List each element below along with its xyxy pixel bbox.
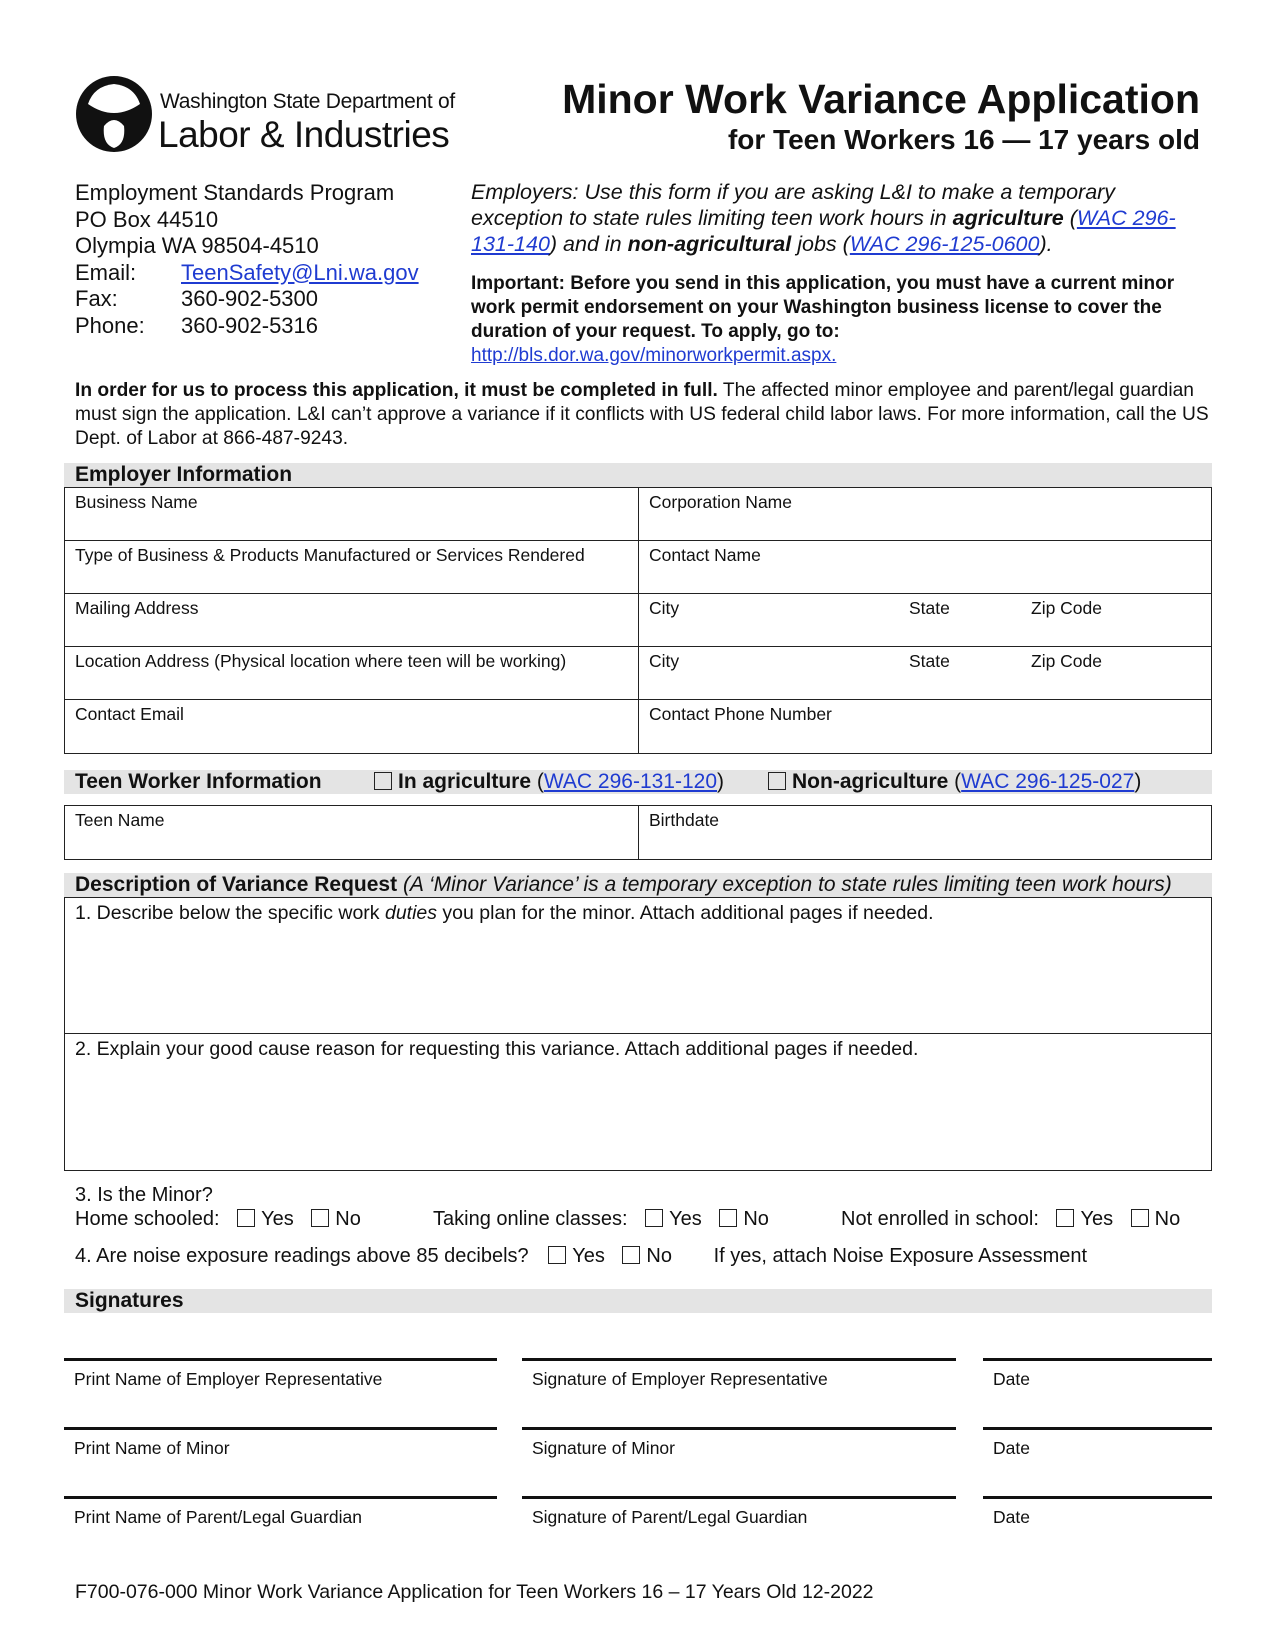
location-address-field[interactable] — [65, 647, 639, 699]
location-city-state-zip[interactable] — [639, 647, 1211, 699]
not-enrolled-yes-label: Yes — [1080, 1208, 1114, 1230]
fax-label: Fax: — [75, 286, 118, 311]
mailing-state-label: State — [909, 598, 950, 618]
email-label: Email: — [75, 259, 137, 285]
print-minor-field[interactable] — [64, 1427, 497, 1459]
sig-minor-label: Signature of Minor — [532, 1438, 675, 1458]
completion-notice — [75, 379, 1215, 451]
print-employer-field[interactable] — [64, 1358, 497, 1390]
intro-agriculture: agriculture — [952, 206, 1064, 230]
program-name: Employment Standards Program — [75, 180, 395, 205]
q1-pre: 1. Describe below the specific work — [75, 902, 385, 924]
notice-rest: The affected minor employee and parent/legal guardian must sign the application. L&I can’t approve a variance if it conflicts with US federal child labor laws. For more information, call the US Dept. of Labor at 866-487-9243. — [75, 380, 1209, 449]
wac-nonag-link[interactable]: WAC 296-125-0600 — [849, 232, 1040, 256]
corporation-name-label: Corporation Name — [649, 492, 792, 512]
employer-info-grid — [64, 487, 1212, 754]
wac-ag-link[interactable]: WAC 296-131-140 — [471, 206, 1176, 256]
online-classes-options — [433, 1208, 769, 1231]
contact-phone-label: Contact Phone Number — [649, 704, 832, 724]
business-name-field[interactable] — [65, 488, 639, 540]
teen-name-field[interactable] — [65, 806, 639, 859]
mailing-address-label: Mailing Address — [75, 598, 199, 618]
mailing-address-field[interactable] — [65, 594, 639, 646]
intro-part4: ). — [1039, 232, 1053, 256]
home-schooled-no-checkbox[interactable] — [311, 1209, 329, 1227]
business-type-label: Type of Business & Products Manufactured or Services Rendered — [75, 545, 585, 565]
intro-paren: ( — [1063, 206, 1077, 230]
form-footer: F700-076-000 Minor Work Variance Application for Teen Workers 16 – 17 Years Old 12-2022 — [75, 1581, 874, 1603]
corporation-name-field[interactable] — [639, 488, 1211, 540]
not-enrolled-yes-checkbox[interactable] — [1056, 1209, 1074, 1227]
print-parent-label: Print Name of Parent/Legal Guardian — [74, 1507, 362, 1527]
location-zip-label: Zip Code — [1031, 651, 1103, 671]
description-heading-text: Description of Variance Request — [75, 873, 398, 896]
description-section-heading — [64, 873, 1212, 897]
agency-name-line1: Washington State Department of — [160, 90, 455, 113]
online-classes-no-checkbox[interactable] — [719, 1209, 737, 1227]
noise-yes-checkbox[interactable] — [548, 1246, 566, 1264]
contact-name-label: Contact Name — [649, 545, 761, 565]
noise-no-checkbox[interactable] — [622, 1246, 640, 1264]
noise-yes-label: Yes — [572, 1245, 605, 1267]
good-cause-field[interactable] — [65, 1034, 1211, 1170]
q4-row — [75, 1245, 1087, 1268]
q1-post: you plan for the minor. Attach additional pages if needed. — [437, 902, 934, 924]
birthdate-label: Birthdate — [649, 810, 720, 830]
not-enrolled-options — [841, 1208, 1180, 1231]
contact-email-field[interactable] — [65, 700, 639, 753]
contact-name-field[interactable] — [639, 541, 1211, 593]
phone-label: Phone: — [75, 312, 145, 338]
print-minor-label: Print Name of Minor — [74, 1438, 230, 1458]
duties-field[interactable] — [65, 898, 1211, 1034]
wac-teen-ag-link[interactable]: WAC 296-131-120 — [543, 770, 718, 793]
wac-teen-nonag-link[interactable]: WAC 296-125-027 — [961, 770, 1135, 793]
important-text: Important: Before you send in this application, you must have a current minor work permit endorsement on your Washington business license to cover the duration of your request. To apply, go to: — [471, 273, 1175, 342]
date-minor-label: Date — [993, 1438, 1030, 1458]
intro-part2: ) and in — [549, 232, 628, 256]
date-minor-field[interactable] — [983, 1427, 1212, 1459]
q1-em: duties — [384, 902, 438, 924]
ag-paren-open: ( — [531, 770, 544, 793]
intro-part1: Employers: Use this form if you are asking L&I to make a temporary exception to state rules limiting teen work hours in — [471, 180, 1116, 230]
home-schooled-label: Home schooled: — [75, 1208, 220, 1230]
form-subtitle: for Teen Workers 16 — 17 years old — [727, 124, 1200, 155]
sig-employer-label: Signature of Employer Representative — [532, 1369, 828, 1389]
location-state-label: State — [909, 651, 950, 671]
date-employer-field[interactable] — [983, 1358, 1212, 1390]
q3-label: 3. Is the Minor? — [75, 1184, 213, 1206]
description-heading-note: (A ‘Minor Variance’ is a temporary exception to state rules limiting teen work hours) — [397, 873, 1172, 896]
birthdate-field[interactable] — [639, 806, 1211, 859]
q4-label: 4. Are noise exposure readings above 85 decibels? — [75, 1245, 529, 1267]
fax-number: 360-902-5300 — [181, 286, 319, 311]
city-line: Olympia WA 98504-4510 — [75, 233, 319, 258]
mailing-zip-label: Zip Code — [1031, 598, 1103, 618]
online-classes-label: Taking online classes: — [433, 1208, 628, 1230]
home-schooled-no-label: No — [335, 1208, 361, 1230]
teen-name-label: Teen Name — [75, 810, 165, 830]
not-enrolled-label: Not enrolled in school: — [841, 1208, 1039, 1230]
online-classes-yes-label: Yes — [669, 1208, 702, 1230]
business-type-field[interactable] — [65, 541, 639, 593]
phone-number: 360-902-5316 — [181, 312, 319, 338]
mailing-city-label: City — [649, 598, 680, 618]
email-link[interactable]: TeenSafety@Lni.wa.gov — [181, 259, 419, 285]
business-name-label: Business Name — [75, 492, 198, 512]
contact-block — [75, 180, 419, 339]
nonag-paren-open: ( — [948, 770, 962, 793]
not-enrolled-no-label: No — [1154, 1208, 1181, 1230]
intro-non-ag: non-agricultural — [627, 232, 792, 256]
teen-section-heading — [64, 770, 1212, 794]
contact-phone-field[interactable] — [639, 700, 1211, 753]
lni-logo-icon — [74, 74, 154, 154]
print-employer-label: Print Name of Employer Representative — [74, 1369, 383, 1389]
po-box: PO Box 44510 — [75, 206, 219, 232]
home-schooled-yes-checkbox[interactable] — [237, 1209, 255, 1227]
home-schooled-yes-label: Yes — [261, 1208, 294, 1230]
intro-part3: jobs ( — [791, 232, 850, 256]
teen-heading-text: Teen Worker Information — [75, 770, 322, 793]
location-address-label: Location Address (Physical location where teen will be working) — [75, 651, 567, 671]
agriculture-checkbox[interactable] — [374, 772, 392, 790]
employer-section-heading: Employer Information — [64, 463, 1212, 487]
important-note — [471, 272, 1206, 368]
mailing-city-state-zip[interactable] — [639, 594, 1211, 646]
q4-note: If yes, attach Noise Exposure Assessment — [713, 1245, 1088, 1267]
ag-paren-close: ) — [717, 770, 725, 793]
q3-options — [75, 1208, 361, 1231]
non-agriculture-label: Non-agriculture — [792, 770, 949, 793]
sig-minor-field[interactable] — [522, 1427, 956, 1459]
online-classes-yes-checkbox[interactable] — [645, 1209, 663, 1227]
print-parent-field[interactable] — [64, 1496, 497, 1528]
date-parent-field[interactable] — [983, 1496, 1212, 1528]
nonag-paren-close: ) — [1134, 770, 1142, 793]
sig-parent-field[interactable] — [522, 1496, 956, 1528]
agriculture-label: In agriculture — [398, 770, 532, 793]
description-box — [64, 897, 1212, 1171]
date-employer-label: Date — [993, 1369, 1030, 1389]
agency-name-line2: Labor & Industries — [158, 114, 450, 155]
permit-url-link[interactable]: http://bls.dor.wa.gov/minorworkpermit.aspx. — [471, 345, 837, 366]
sig-parent-label: Signature of Parent/Legal Guardian — [532, 1507, 808, 1527]
form-title: Minor Work Variance Application — [562, 76, 1200, 122]
noise-no-label: No — [646, 1245, 672, 1267]
non-agriculture-checkbox[interactable] — [768, 772, 786, 790]
contact-email-label: Contact Email — [75, 704, 184, 724]
intro-text — [471, 179, 1201, 257]
location-city-label: City — [649, 651, 680, 671]
signatures-section-heading: Signatures — [64, 1289, 1212, 1313]
online-classes-no-label: No — [743, 1208, 769, 1230]
sig-employer-field[interactable] — [522, 1358, 956, 1390]
q2-text: 2. Explain your good cause reason for requesting this variance. Attach additional pages if needed. — [75, 1038, 919, 1060]
not-enrolled-no-checkbox[interactable] — [1131, 1209, 1149, 1227]
notice-bold: In order for us to process this application, it must be completed in full. — [75, 380, 718, 401]
date-parent-label: Date — [993, 1507, 1030, 1527]
teen-info-grid — [64, 805, 1212, 860]
